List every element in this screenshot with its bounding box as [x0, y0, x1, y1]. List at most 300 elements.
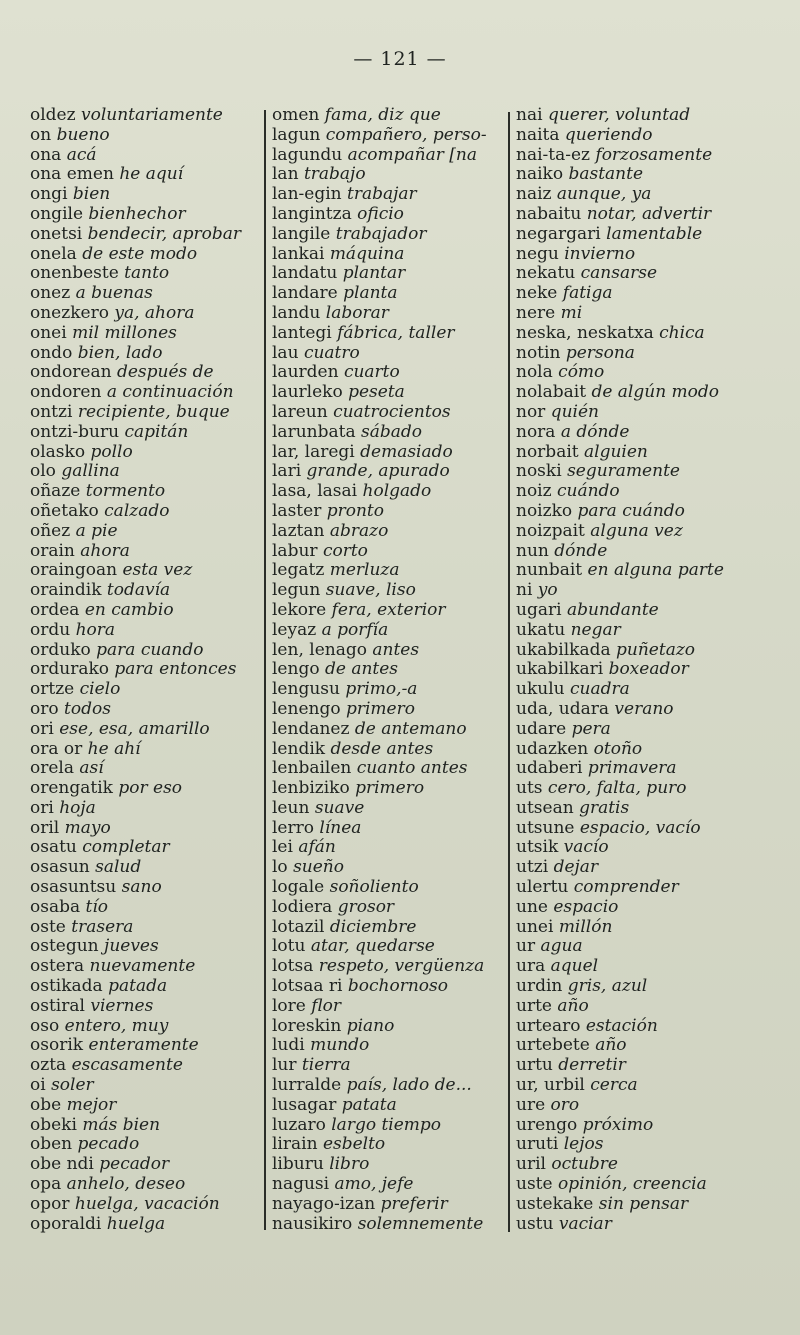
dictionary-entry — [516, 779, 756, 799]
spanish-translation: entero, muy — [64, 1016, 169, 1036]
spanish-translation: salud — [95, 858, 142, 878]
dictionary-entry — [272, 383, 506, 403]
spanish-translation: sano — [121, 878, 162, 898]
dictionary-entry — [30, 482, 262, 502]
spanish-translation: mil millones — [72, 323, 177, 343]
basque-term: ori — [30, 798, 54, 818]
basque-term: ordea — [30, 600, 80, 620]
spanish-translation: tierra — [301, 1056, 351, 1076]
spanish-translation: de antemano — [354, 719, 467, 739]
basque-term: lotsaa ri — [272, 977, 343, 997]
spanish-translation: oficio — [357, 204, 404, 224]
spanish-translation: agua — [540, 937, 583, 957]
basque-term: obe ndi — [30, 1155, 94, 1175]
spanish-translation: derretir — [558, 1056, 626, 1076]
spanish-translation: he aquí — [119, 165, 184, 185]
spanish-translation: he ahí — [87, 739, 141, 759]
basque-term: urdin — [516, 977, 563, 997]
dictionary-entry — [30, 1135, 262, 1155]
spanish-translation: compañero, perso- — [325, 125, 487, 145]
spanish-translation: país, lado de... — [346, 1076, 472, 1096]
dictionary-entry — [30, 443, 262, 463]
spanish-translation: aunque, ya — [556, 185, 652, 205]
spanish-translation: capitán — [124, 422, 189, 442]
basque-term: opa — [30, 1175, 62, 1195]
dictionary-entry — [516, 344, 756, 364]
basque-term: lari — [272, 462, 302, 482]
dictionary-entry — [272, 997, 506, 1017]
spanish-translation: fama, diz que — [324, 106, 441, 125]
basque-term: notin — [516, 343, 561, 363]
spanish-translation: mundo — [310, 1036, 370, 1056]
spanish-translation: a porfía — [321, 620, 389, 640]
basque-term: legun — [272, 581, 321, 601]
dictionary-entry — [516, 977, 756, 997]
dictionary-entry — [30, 898, 262, 918]
dictionary-entry — [272, 977, 506, 997]
dictionary-entry — [516, 165, 756, 185]
spanish-translation: viernes — [90, 996, 154, 1016]
spanish-translation: estación — [585, 1016, 658, 1036]
basque-term: lurralde — [272, 1076, 342, 1096]
spanish-translation: después de — [116, 363, 214, 383]
basque-term: negargari — [516, 224, 601, 244]
spanish-translation: bienhechor — [88, 204, 186, 224]
basque-term: nagusi — [272, 1175, 330, 1195]
dictionary-entry — [516, 740, 756, 760]
basque-term: ukabilkada — [516, 640, 611, 660]
spanish-translation: cuadra — [570, 680, 630, 700]
basque-term: orduko — [30, 640, 91, 660]
dictionary-entry — [30, 720, 262, 740]
spanish-translation: a dónde — [560, 422, 630, 442]
dictionary-entry — [30, 502, 262, 522]
basque-term: ugari — [516, 600, 562, 620]
spanish-translation: así — [79, 759, 104, 779]
dictionary-entry — [30, 997, 262, 1017]
basque-term: landatu — [272, 264, 338, 284]
dictionary-entry — [272, 1135, 506, 1155]
basque-term: neska, neskatxa — [516, 323, 654, 343]
dictionary-entry — [516, 957, 756, 977]
spanish-translation: fábrica, taller — [337, 323, 455, 343]
dictionary-entry — [30, 1036, 262, 1056]
dictionary-entry — [272, 581, 506, 601]
basque-term: lenengo — [272, 699, 341, 719]
basque-term: ure — [516, 1095, 546, 1115]
spanish-translation: año — [557, 996, 589, 1016]
spanish-translation: bueno — [56, 125, 110, 145]
dictionary-entry — [516, 502, 756, 522]
dictionary-entry — [30, 918, 262, 938]
dictionary-entry — [272, 1175, 506, 1195]
basque-term: lenbiziko — [272, 779, 350, 799]
spanish-translation: recipiente, buque — [77, 402, 230, 422]
dictionary-entry — [272, 1155, 506, 1175]
spanish-translation: cielo — [79, 680, 121, 700]
basque-term: unei — [516, 917, 554, 937]
spanish-translation: cómo — [558, 363, 605, 383]
spanish-translation: en cambio — [84, 600, 174, 620]
basque-term: oñez — [30, 521, 71, 541]
basque-term: nunbait — [516, 561, 583, 581]
spanish-translation: primero — [345, 699, 415, 719]
dictionary-entry — [272, 245, 506, 265]
page-number: — 121 — — [353, 48, 447, 70]
dictionary-entry — [516, 542, 756, 562]
basque-term: lau — [272, 343, 299, 363]
basque-term: ustekake — [516, 1194, 594, 1214]
dictionary-entry — [516, 819, 756, 839]
spanish-translation: plantar — [342, 264, 406, 284]
dictionary-entry — [30, 363, 262, 383]
spanish-translation: seguramente — [567, 462, 680, 482]
dictionary-entry — [516, 1096, 756, 1116]
dictionary-entry — [272, 819, 506, 839]
basque-term: nolabait — [516, 383, 587, 403]
dictionary-entry — [272, 561, 506, 581]
basque-term: osasun — [30, 858, 90, 878]
spanish-translation: invierno — [564, 244, 636, 264]
spanish-translation: boxeador — [608, 660, 689, 680]
basque-term: onela — [30, 244, 77, 264]
spanish-translation: pera — [571, 719, 611, 739]
spanish-translation: trabajar — [347, 185, 417, 205]
basque-term: nor — [516, 402, 546, 422]
dictionary-entry — [516, 205, 756, 225]
dictionary-entry — [516, 898, 756, 918]
spanish-translation: largo tiempo — [331, 1115, 442, 1135]
basque-term: naiz — [516, 185, 552, 205]
spanish-translation: gallina — [61, 462, 120, 482]
spanish-translation: pecado — [77, 1135, 140, 1155]
dictionary-entry — [516, 1155, 756, 1175]
spanish-translation: hoja — [59, 798, 96, 818]
dictionary-entry — [30, 700, 262, 720]
basque-term: oñaze — [30, 482, 81, 502]
spanish-translation: verano — [614, 699, 674, 719]
basque-term: lotsa — [272, 957, 314, 977]
spanish-translation: suave, liso — [325, 581, 416, 601]
dictionary-entry — [516, 700, 756, 720]
basque-term: noizko — [516, 501, 573, 521]
dictionary-entry — [30, 304, 262, 324]
spanish-translation: de antes — [324, 660, 399, 680]
spanish-translation: pecador — [99, 1155, 170, 1175]
basque-term: lareun — [272, 402, 328, 422]
dictionary-entry — [272, 1017, 506, 1037]
spanish-translation: a pie — [75, 521, 118, 541]
dictionary-entry — [30, 462, 262, 482]
dictionary-entry — [272, 858, 506, 878]
dictionary-entry — [516, 1056, 756, 1076]
dictionary-entry — [30, 1155, 262, 1175]
spanish-translation: opinión, creencia — [557, 1175, 707, 1195]
dictionary-entry — [30, 740, 262, 760]
basque-term: lagun — [272, 125, 321, 145]
spanish-translation: esbelto — [322, 1135, 386, 1155]
dictionary-entry — [30, 106, 262, 126]
basque-term: omen — [272, 106, 320, 125]
basque-term: ostegun — [30, 937, 99, 957]
basque-term: landu — [272, 303, 321, 323]
dictionary-entry — [272, 641, 506, 661]
dictionary-entry — [30, 977, 262, 997]
basque-term: ongile — [30, 204, 84, 224]
spanish-translation: sin pensar — [598, 1194, 689, 1214]
basque-term: ur, urbil — [516, 1076, 585, 1096]
dictionary-entry — [272, 720, 506, 740]
basque-term: onetsi — [30, 224, 83, 244]
basque-term: lantegi — [272, 323, 332, 343]
spanish-translation: pronto — [326, 501, 384, 521]
dictionary-entry — [30, 858, 262, 878]
spanish-translation: forzosamente — [595, 145, 713, 165]
dictionary-entry — [30, 1017, 262, 1037]
spanish-translation: grosor — [337, 897, 395, 917]
spanish-translation: espacio — [553, 897, 619, 917]
basque-term: lusagar — [272, 1095, 337, 1115]
dictionary-entry — [272, 225, 506, 245]
basque-term: nola — [516, 363, 553, 383]
dictionary-entry — [272, 700, 506, 720]
dictionary-entry — [30, 1195, 262, 1215]
basque-term: onenbeste — [30, 264, 119, 284]
dictionary-entry — [516, 363, 756, 383]
dictionary-entry — [272, 462, 506, 482]
basque-term: larunbata — [272, 422, 356, 442]
spanish-translation: cuarto — [343, 363, 400, 383]
column-1 — [30, 106, 262, 1234]
dictionary-entry — [30, 522, 262, 542]
spanish-translation: abundante — [566, 600, 659, 620]
basque-term: urtu — [516, 1056, 553, 1076]
dictionary-entry — [272, 403, 506, 423]
spanish-translation: para entonces — [114, 660, 237, 680]
basque-term: urte — [516, 996, 552, 1016]
basque-term: nekatu — [516, 264, 576, 284]
basque-term: noiz — [516, 482, 552, 502]
dictionary-entry — [272, 1036, 506, 1056]
spanish-translation: primo,-a — [345, 680, 418, 700]
dictionary-entry — [30, 225, 262, 245]
basque-term: noizpait — [516, 521, 585, 541]
spanish-translation: bien — [72, 185, 111, 205]
basque-term: logale — [272, 878, 325, 898]
spanish-translation: sueño — [293, 858, 344, 878]
dictionary-entry — [30, 621, 262, 641]
basque-term: ondoren — [30, 383, 102, 403]
basque-term: osaba — [30, 897, 81, 917]
spanish-translation: tanto — [124, 264, 170, 284]
spanish-translation: calzado — [104, 501, 170, 521]
spanish-translation: mi — [560, 303, 583, 323]
basque-term: ongi — [30, 185, 68, 205]
spanish-translation: alguna vez — [590, 521, 683, 541]
spanish-translation: sábado — [361, 422, 422, 442]
basque-term: nai-ta-ez — [516, 145, 590, 165]
spanish-translation: tío — [85, 897, 109, 917]
dictionary-entry — [272, 1215, 506, 1235]
dictionary-entry — [30, 680, 262, 700]
basque-term: ozta — [30, 1056, 67, 1076]
dictionary-entry — [272, 185, 506, 205]
dictionary-entry — [516, 937, 756, 957]
basque-term: lo — [272, 858, 288, 878]
basque-term: ontzi — [30, 402, 73, 422]
spanish-translation: corto — [322, 541, 368, 561]
dictionary-entry — [272, 838, 506, 858]
dictionary-entry — [516, 1215, 756, 1235]
spanish-translation: queriendo — [564, 125, 653, 145]
spanish-translation: abrazo — [329, 521, 389, 541]
spanish-translation: millón — [558, 917, 613, 937]
basque-term: nabaitu — [516, 204, 582, 224]
basque-term: negu — [516, 244, 559, 264]
spanish-translation: diciembre — [329, 917, 417, 937]
basque-term: oi — [30, 1076, 46, 1096]
dictionary-entry — [516, 423, 756, 443]
spanish-translation: huelga, vacación — [74, 1194, 220, 1214]
dictionary-entry — [30, 146, 262, 166]
dictionary-entry — [516, 146, 756, 166]
spanish-translation: antes — [372, 640, 420, 660]
spanish-translation: gratis — [579, 798, 630, 818]
spanish-translation: próximo — [582, 1115, 654, 1135]
dictionary-entry — [272, 443, 506, 463]
dictionary-entry — [30, 759, 262, 779]
dictionary-entry — [272, 363, 506, 383]
basque-term: ni — [516, 581, 533, 601]
basque-term: osasuntsu — [30, 878, 117, 898]
dictionary-entry — [272, 1096, 506, 1116]
spanish-translation: alguien — [584, 442, 648, 462]
dictionary-entry — [516, 561, 756, 581]
dictionary-entry — [272, 482, 506, 502]
basque-term: uruti — [516, 1135, 559, 1155]
spanish-translation: aquel — [550, 957, 599, 977]
basque-term: ona — [30, 145, 62, 165]
basque-term: ludi — [272, 1036, 305, 1056]
dictionary-entry — [30, 641, 262, 661]
dictionary-entry — [272, 126, 506, 146]
dictionary-entry — [30, 779, 262, 799]
basque-term: osorik — [30, 1036, 84, 1056]
dictionary-entry — [516, 264, 756, 284]
basque-term: neke — [516, 284, 558, 304]
spanish-translation: escasamente — [71, 1056, 183, 1076]
spanish-translation: lejos — [563, 1135, 604, 1155]
basque-term: lendanez — [272, 719, 350, 739]
dictionary-entry — [516, 185, 756, 205]
dictionary-entry — [30, 878, 262, 898]
dictionary-entry — [30, 245, 262, 265]
basque-term: olasko — [30, 442, 86, 462]
basque-term: lengusu — [272, 680, 340, 700]
basque-term: lendik — [272, 739, 326, 759]
basque-term: oben — [30, 1135, 73, 1155]
dictionary-entry — [516, 106, 756, 126]
dictionary-entry — [516, 1135, 756, 1155]
dictionary-entry — [30, 344, 262, 364]
basque-term: langile — [272, 224, 331, 244]
dictionary-entry — [516, 601, 756, 621]
spanish-translation: trabajo — [303, 165, 366, 185]
dictionary-entry — [272, 759, 506, 779]
basque-term: ustu — [516, 1214, 554, 1234]
dictionary-entry — [516, 522, 756, 542]
basque-term: urtebete — [516, 1036, 590, 1056]
spanish-translation: dónde — [554, 541, 608, 561]
spanish-translation: mejor — [66, 1095, 117, 1115]
spanish-translation: cero, falta, puro — [547, 779, 687, 799]
dictionary-entry — [516, 720, 756, 740]
basque-term: lerro — [272, 818, 314, 838]
dictionary-entry — [30, 284, 262, 304]
basque-term: len, lenago — [272, 640, 367, 660]
dictionary-entry — [30, 205, 262, 225]
dictionary-entry — [30, 1215, 262, 1235]
dictionary-entry — [272, 542, 506, 562]
basque-term: ordurako — [30, 660, 109, 680]
spanish-translation: desde antes — [330, 739, 434, 759]
spanish-translation: ese, esa, amarillo — [59, 719, 210, 739]
basque-term: landare — [272, 284, 338, 304]
basque-term: ukatu — [516, 620, 566, 640]
basque-term: lotu — [272, 937, 306, 957]
basque-term: lodiera — [272, 897, 333, 917]
spanish-translation: acompañar [na — [347, 145, 477, 165]
basque-term: oporaldi — [30, 1214, 102, 1234]
basque-term: oldez — [30, 106, 76, 125]
basque-term: urengo — [516, 1115, 578, 1135]
basque-term: udare — [516, 719, 567, 739]
spanish-translation: piano — [346, 1016, 395, 1036]
spanish-translation: para cuándo — [577, 501, 685, 521]
basque-term: utsik — [516, 838, 559, 858]
dictionary-entry — [30, 957, 262, 977]
dictionary-entry — [272, 660, 506, 680]
basque-term: nayago-izan — [272, 1194, 376, 1214]
dictionary-entry — [30, 1056, 262, 1076]
dictionary-entry — [30, 838, 262, 858]
spanish-translation: peseta — [348, 383, 405, 403]
spanish-translation: otoño — [593, 739, 643, 759]
dictionary-entry — [272, 1116, 506, 1136]
spanish-translation: flor — [311, 996, 341, 1016]
dictionary-entry — [272, 799, 506, 819]
dictionary-entry — [516, 324, 756, 344]
spanish-translation: trasera — [71, 917, 134, 937]
spanish-translation: en alguna parte — [587, 561, 724, 581]
dictionary-entry — [516, 621, 756, 641]
spanish-translation: pollo — [90, 442, 133, 462]
basque-term: laurden — [272, 363, 339, 383]
spanish-translation: año — [595, 1036, 627, 1056]
dictionary-entry — [272, 106, 506, 126]
basque-term: labur — [272, 541, 318, 561]
dictionary-entry — [516, 1116, 756, 1136]
spanish-translation: cuándo — [556, 482, 620, 502]
dictionary-entry — [516, 759, 756, 779]
spanish-translation: ahora — [80, 541, 130, 561]
dictionary-entry — [272, 680, 506, 700]
dictionary-entry — [30, 1175, 262, 1195]
basque-term: obe — [30, 1095, 62, 1115]
spanish-translation: soler — [51, 1076, 94, 1096]
dictionary-entry — [516, 1036, 756, 1056]
dictionary-entry — [516, 641, 756, 661]
